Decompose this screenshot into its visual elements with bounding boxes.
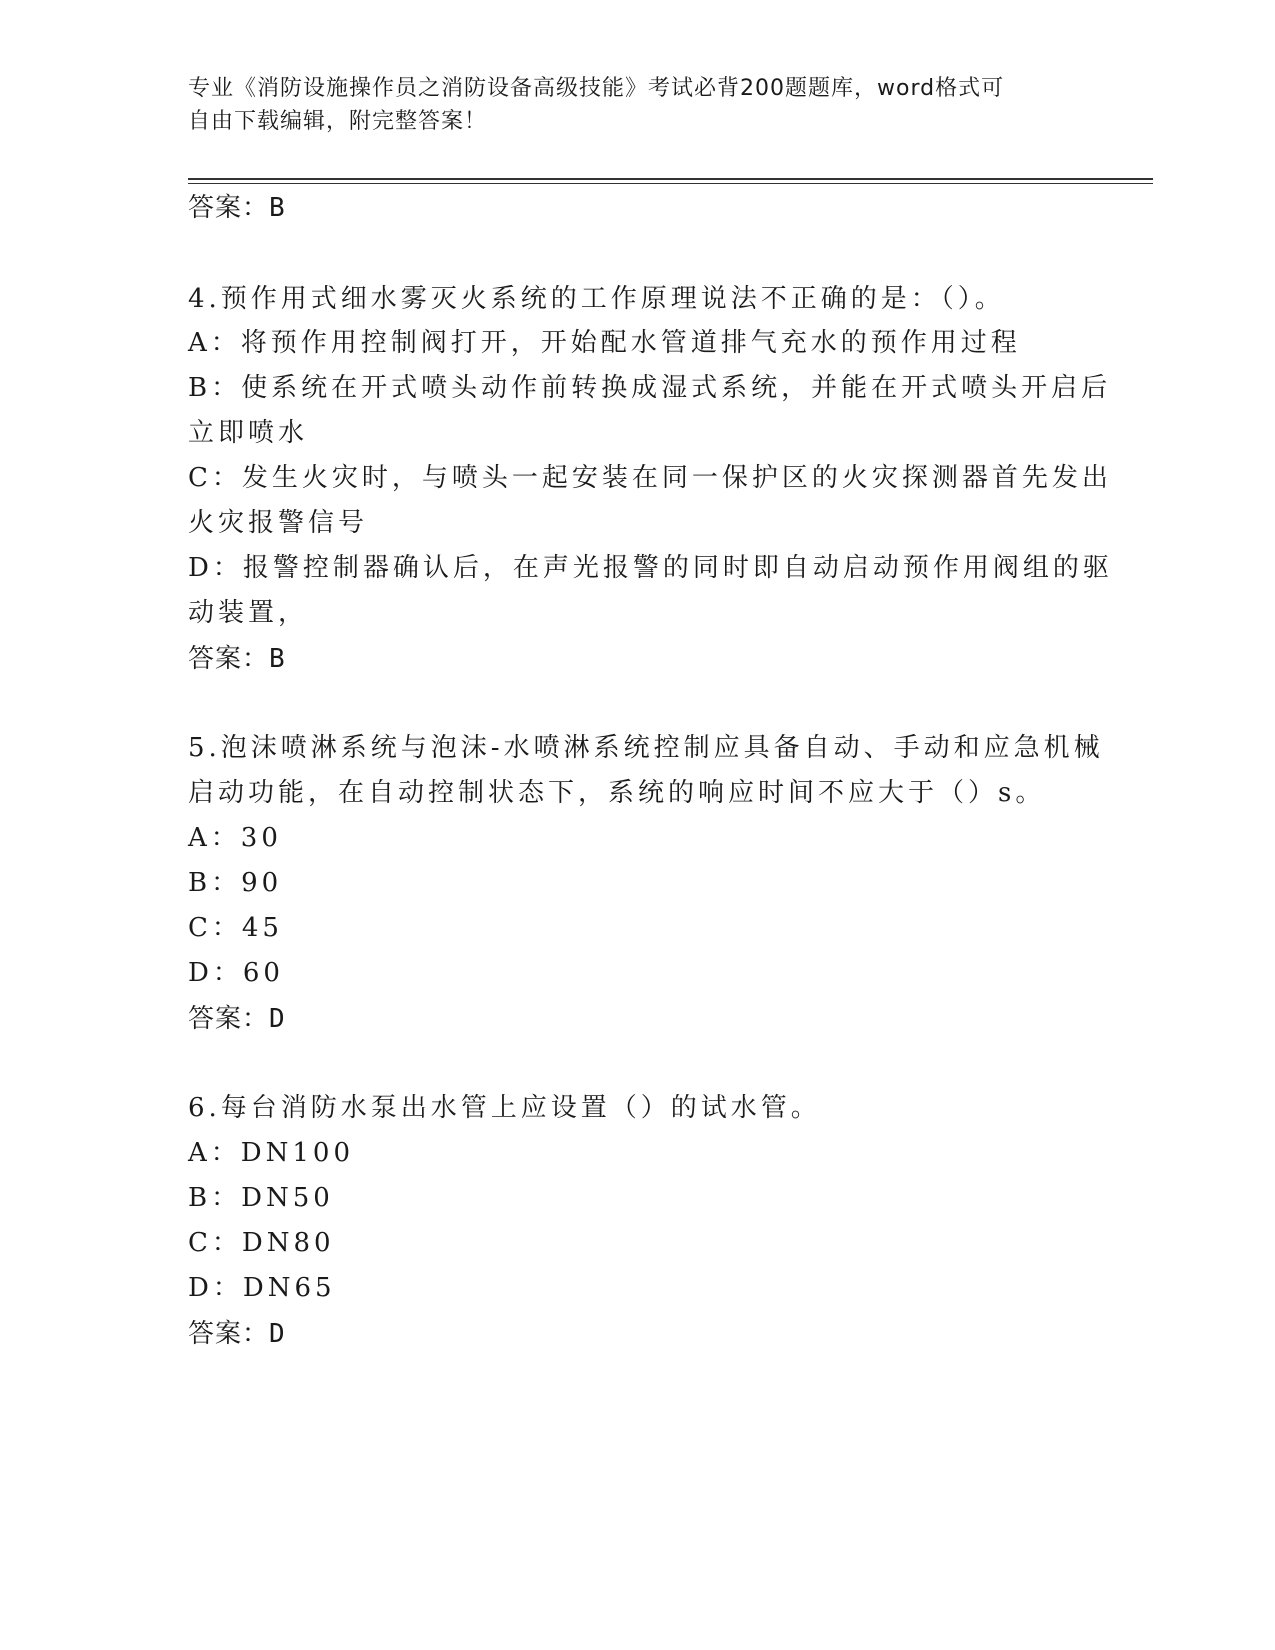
question-6-answer: 答案：D	[188, 1319, 286, 1349]
previous-answer: 答案：B	[188, 193, 286, 223]
question-5-option-c: C：45	[188, 913, 283, 943]
question-4-option-a: A：将预作用控制阀打开，开始配水管道排气充水的预作用过程	[188, 328, 1021, 358]
header-divider	[188, 178, 1153, 180]
question-5-stem: 5.泡沫喷淋系统与泡沫-水喷淋系统控制应具备自动、手动和应急机械	[188, 733, 1104, 763]
question-4-option-b-cont: 立即喷水	[188, 418, 309, 448]
question-6-option-c: C：DN80	[188, 1228, 335, 1258]
header-line-2: 自由下载编辑，附完整答案！	[188, 109, 488, 134]
question-5-option-a: A：30	[188, 823, 282, 853]
question-4-option-c: C：发生火灾时，与喷头一起安装在同一保护区的火灾探测器首先发出	[188, 463, 1112, 493]
question-5-option-d: D：60	[188, 958, 284, 988]
question-4-option-b: B：使系统在开式喷头动作前转换成湿式系统，并能在开式喷头开启后	[188, 373, 1112, 403]
header-divider-thin	[188, 183, 1153, 184]
page-header	[188, 72, 1068, 138]
question-4-option-d-cont: 动装置，	[188, 598, 309, 628]
question-6-option-d: D：DN65	[188, 1273, 336, 1303]
header-line-1: 专业《消防设施操作员之消防设备高级技能》考试必背200题题库，word格式可	[188, 76, 1005, 101]
question-6-option-a: A：DN100	[188, 1138, 354, 1168]
question-4-answer: 答案：B	[188, 644, 286, 674]
question-6-option-b: B：DN50	[188, 1183, 334, 1213]
question-5-answer: 答案：D	[188, 1004, 286, 1034]
question-4-option-c-cont: 火灾报警信号	[188, 508, 369, 538]
question-6-stem: 6.每台消防水泵出水管上应设置（）的试水管。	[188, 1093, 821, 1123]
question-4-option-d: D：报警控制器确认后，在声光报警的同时即自动启动预作用阀组的驱	[188, 553, 1113, 583]
question-4-stem: 4.预作用式细水雾灭火系统的工作原理说法不正确的是：（）。	[188, 284, 1005, 314]
question-5-stem-cont: 启动功能，在自动控制状态下，系统的响应时间不应大于（）s。	[188, 778, 1046, 808]
question-5-option-b: B：90	[188, 868, 283, 898]
